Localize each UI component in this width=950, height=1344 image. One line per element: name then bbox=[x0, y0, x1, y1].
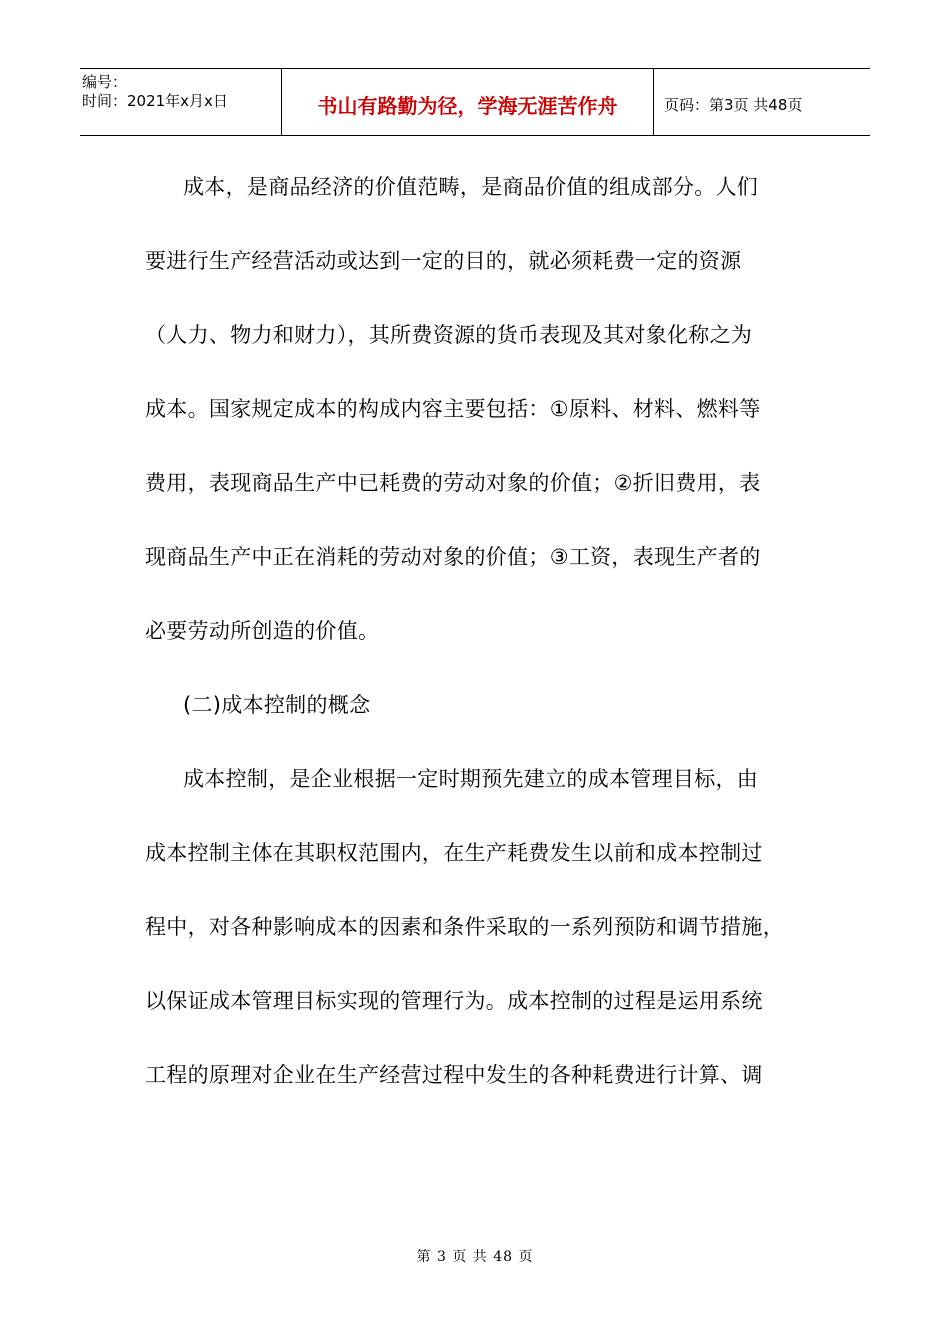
header-meta bbox=[80, 69, 282, 135]
paragraph-line: 成本控制主体在其职权范围内，在生产耗费发生以前和成本控制过 bbox=[145, 841, 763, 865]
paragraph-line: 成本，是商品经济的价值范畴，是商品价值的组成部分。人们 bbox=[183, 175, 759, 199]
paragraph-line: 成本控制，是企业根据一定时期预先建立的成本管理目标，由 bbox=[183, 767, 759, 791]
paragraph-line: 必要劳动所创造的价值。 bbox=[145, 619, 380, 643]
paragraph-line: 成本。国家规定成本的构成内容主要包括：①原料、材料、燃料等 bbox=[145, 397, 761, 421]
paragraph-line: 以保证成本管理目标实现的管理行为。成本控制的过程是运用系统 bbox=[145, 989, 763, 1013]
paragraph-line: 要进行生产经营活动或达到一定的目的，就必须耗费一定的资源 bbox=[145, 249, 742, 273]
paragraph-line: 费用，表现商品生产中已耗费的劳动对象的价值；②折旧费用，表 bbox=[145, 471, 761, 495]
document-body bbox=[145, 150, 805, 1112]
time-label: 时间：2021年x月x日 bbox=[82, 92, 228, 110]
paragraph-line: 工程的原理对企业在生产经营过程中发生的各种耗费进行计算、调 bbox=[145, 1063, 763, 1087]
section-heading: (二)成本控制的概念 bbox=[183, 693, 371, 717]
paragraph-line: 程中，对各种影响成本的因素和条件采取的一系列预防和调节措施， bbox=[145, 915, 784, 939]
header-motto: 书山有路勤为径，学海无涯苦作舟 bbox=[282, 69, 654, 135]
paragraph-line: 现商品生产中正在消耗的劳动对象的价值；③工资，表现生产者的 bbox=[145, 545, 761, 569]
header-page-info: 页码：第3页 共48页 bbox=[664, 95, 803, 114]
document-header bbox=[80, 68, 870, 136]
page-footer: 第 3 页 共 48 页 bbox=[416, 1249, 534, 1265]
number-label: 编号： bbox=[82, 73, 128, 91]
paragraph-line: （人力、物力和财力），其所费资源的货币表现及其对象化称之为 bbox=[145, 323, 753, 347]
